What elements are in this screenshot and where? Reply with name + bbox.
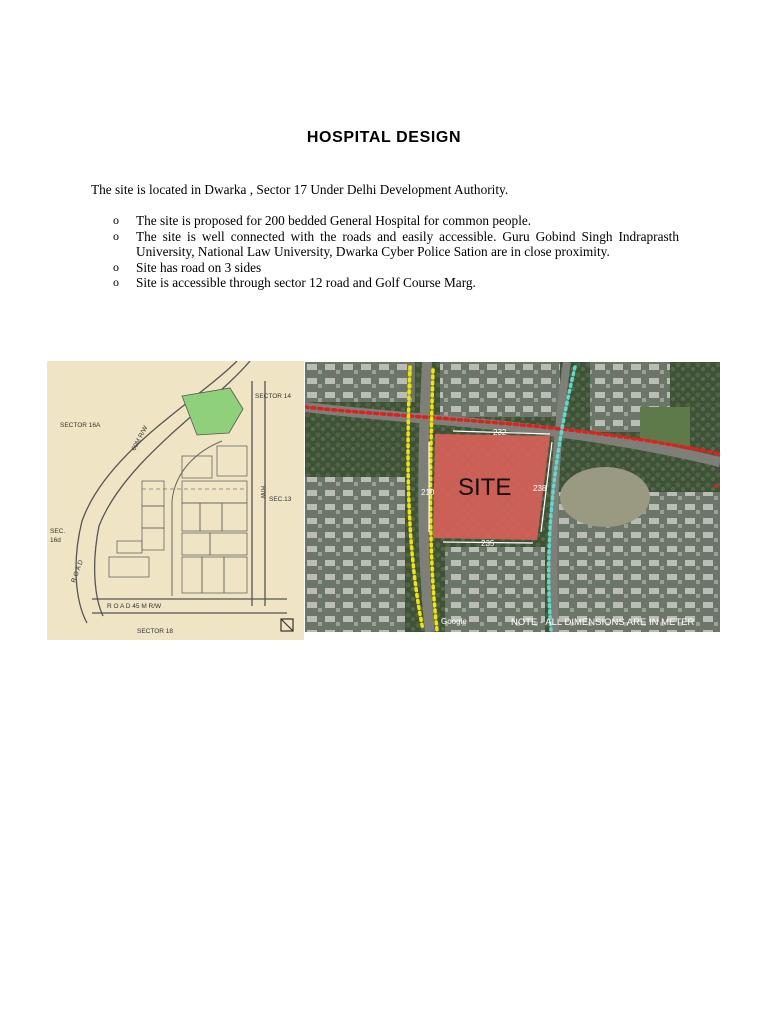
label-sector-18: SECTOR 18 — [137, 628, 174, 635]
bullet-marker: o — [113, 213, 119, 227]
list-item — [111, 275, 679, 291]
bullet-text: Site has road on 3 sides — [136, 259, 262, 275]
bullet-text: Site is accessible through sector 12 road and Golf Course Marg. — [136, 275, 476, 291]
bullet-marker: o — [113, 275, 119, 290]
site-label: SITE — [458, 474, 512, 501]
dim-bottom: 235 — [481, 539, 495, 548]
aerial-drawing — [305, 362, 720, 632]
label-road-side: 60M R/W — [130, 424, 150, 452]
list-item — [111, 213, 679, 229]
intro-paragraph: The site is located in Dwarka , Sector 17 Under Delhi Development Authority. — [91, 182, 509, 197]
dim-right: 238 — [533, 484, 547, 493]
bullet-marker: o — [113, 228, 119, 243]
dimension-note: NOTE - ALL DIMENSIONS ARE IN METER — [511, 617, 695, 628]
dim-top: 232 — [493, 428, 507, 437]
label-sector-16a: SECTOR 16A — [60, 422, 101, 429]
list-item — [111, 260, 679, 276]
google-watermark: Google — [441, 617, 467, 626]
label-sec: SEC. — [50, 528, 66, 535]
aerial-site-map — [305, 362, 720, 632]
sector-plan-drawing — [47, 361, 304, 640]
bullet-list — [111, 213, 679, 291]
label-sec-13: SEC.13 — [269, 496, 292, 503]
label-sector-14: SECTOR 14 — [255, 393, 292, 400]
sector-plan-map — [47, 361, 304, 640]
bullet-marker: o — [113, 259, 119, 274]
label-16d: 16d — [50, 537, 61, 544]
label-road-right: R/W — [259, 486, 266, 499]
label-road-left: R O A D — [70, 559, 85, 584]
dim-left: 210 — [421, 488, 435, 497]
label-road-bottom: R O A D 45 M R/W — [107, 603, 162, 610]
bullet-text: The site is well connected with the roads and easily accessible. Guru Gobind Singh Indraprasth University, National Law University, Dwarka Cyber Police Sation are in close proximity. — [136, 228, 679, 260]
page-title: HOSPITAL DESIGN — [306, 129, 462, 146]
list-item — [111, 229, 679, 260]
bullet-text: The site is proposed for 200 bedded General Hospital for common people. — [136, 213, 532, 228]
